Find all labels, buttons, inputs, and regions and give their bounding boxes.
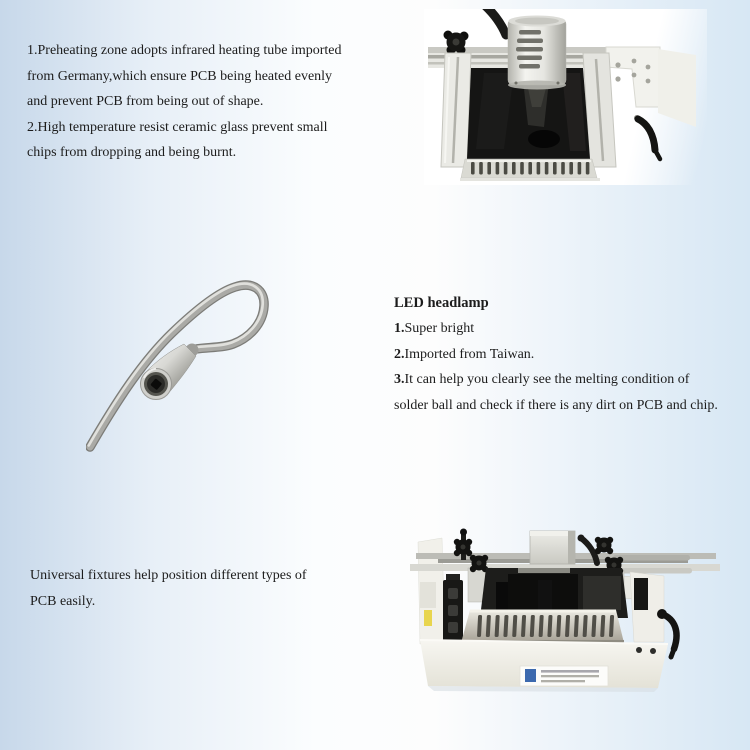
- description-line: and prevent PCB from being out of shape.: [27, 94, 264, 109]
- left-guide-rail: [441, 53, 471, 167]
- preheating-description: [27, 38, 342, 166]
- fixtures-description: [30, 563, 307, 614]
- headlamp-description: [394, 290, 718, 418]
- warning-sticker: [424, 610, 432, 626]
- list-text: It can help you clearly see the melting condition of: [404, 372, 690, 387]
- list-number: 2.: [394, 346, 405, 362]
- fixtures-photo: [408, 522, 750, 694]
- list-number: 1.: [394, 321, 405, 336]
- headlamp-title: LED headlamp: [394, 295, 489, 311]
- list-text: solder ball and check if there is any dirt on PCB and chip.: [394, 397, 718, 413]
- list-number: 3.: [394, 372, 405, 387]
- description-line: chips from dropping and being burnt.: [27, 145, 237, 160]
- description-line: [394, 367, 718, 393]
- list-text: Imported from Taiwan.: [404, 346, 535, 362]
- brand-label: [520, 666, 608, 686]
- power-cable: [480, 9, 506, 35]
- description-line: Universal fixtures help position different types of: [30, 568, 307, 583]
- description-line: [394, 342, 718, 368]
- mount-bracket: [606, 47, 696, 127]
- description-line: PCB easily.: [30, 593, 96, 609]
- led-headlamp-photo: [86, 250, 341, 475]
- description-line: 2.High temperature resist ceramic glass prevent small: [27, 119, 328, 135]
- logo-mark: [525, 669, 536, 682]
- clamp-lever: [634, 115, 660, 159]
- description-line: 1.Preheating zone adopts infrared heating tube imported: [27, 43, 342, 58]
- description-line: [394, 316, 718, 342]
- heater-grille-tray: [461, 610, 624, 643]
- list-text: Super bright: [404, 321, 475, 336]
- vent-grille: [460, 159, 600, 181]
- cable-chain: [443, 574, 463, 644]
- preheating-zone-photo: [424, 9, 707, 185]
- description-line: [394, 393, 718, 419]
- description-line: from Germany,which ensure PCB being heated evenly: [27, 68, 333, 84]
